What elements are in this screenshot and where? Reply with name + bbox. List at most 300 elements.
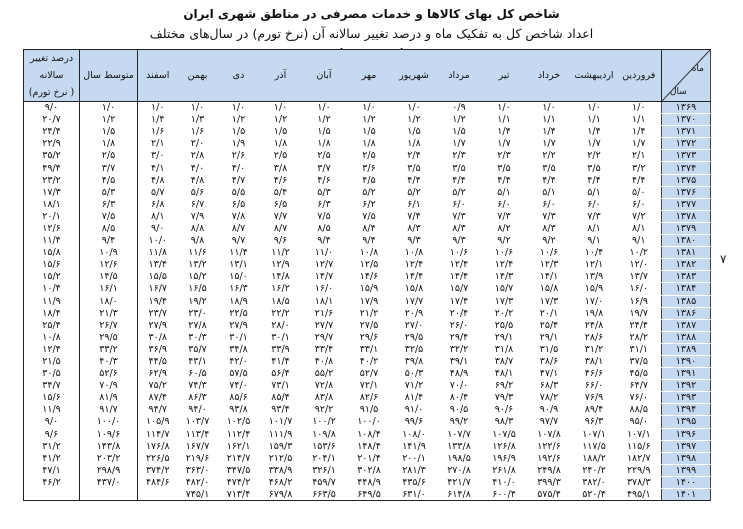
month-value-cell: ۴/۸ xyxy=(190,174,205,186)
month-value-cell: ۵/۲ xyxy=(452,186,466,198)
month-value-cell: ۱/۵ xyxy=(452,126,466,138)
month-value-cell: ۴/۵ xyxy=(362,174,376,186)
year-cell: ۱۳۷۸ xyxy=(662,210,711,222)
annual-change-cell: ۴۷/۱ xyxy=(24,464,80,476)
month-value-cell: ۸/۱ xyxy=(151,210,165,222)
month-value-cell: ۲۹/۶ xyxy=(359,331,379,343)
month-value-cell: ۳۰/۸ xyxy=(148,331,167,343)
month-value-cell: ۱۳/۲ xyxy=(188,259,207,271)
month-value-cell: ۳۸/۱ xyxy=(584,356,604,368)
table-row xyxy=(24,464,711,476)
month-value-cell: ۱/۲ xyxy=(273,114,288,126)
month-value-cell: ۱۳/۴ xyxy=(148,259,167,271)
month-value-cell: ۲۹/۵ xyxy=(404,331,424,343)
annual-change-cell: ۲۲/۹ xyxy=(24,138,80,150)
header-month: تیر xyxy=(482,50,527,102)
month-value-cell: ۲۰۴/۱ xyxy=(312,452,336,464)
year-cell: ۱۳۷۵ xyxy=(662,174,711,186)
month-value-cell: ۱۴/۳ xyxy=(494,271,514,283)
month-value-cell: ۱۴/۶ xyxy=(359,271,379,283)
month-value-cell: ۱۷/۹ xyxy=(359,295,379,307)
table-row xyxy=(24,355,711,367)
month-value-cell: ۱۰۷/۵ xyxy=(492,428,516,440)
month-value-cell: ۴۶/۶ xyxy=(584,368,604,380)
month-value-cell: ۶/۰ xyxy=(632,198,646,210)
month-value-cell: ۱/۲ xyxy=(317,114,331,126)
year-cell: ۱۳۸۸ xyxy=(662,331,711,343)
month-value-cell: ۶/۷ xyxy=(190,198,205,210)
annual-average-cell: ۳/۷ xyxy=(80,162,138,174)
month-value-cell: ۴/۷ xyxy=(231,174,246,186)
month-value-cell: ۲۷/۷ xyxy=(314,319,334,331)
annual-average-cell: ۷/۵ xyxy=(80,210,138,222)
month-value-cell: ۱/۴ xyxy=(542,126,556,138)
month-value-cell: ۱/۲ xyxy=(452,114,466,126)
month-value-cell: ۲۲/۵ xyxy=(229,307,248,319)
month-value-cell: ۱۴/۴ xyxy=(404,271,424,283)
month-value-cell: ۲۰/۴ xyxy=(449,307,469,319)
month-value-cell: ۴۸/۱ xyxy=(494,368,514,380)
month-value-cell: ۴/۴ xyxy=(587,174,601,186)
month-value-cell: ۴۰/۸ xyxy=(314,356,334,368)
month-value-cell: ۴۱۰/۰ xyxy=(492,476,516,488)
month-value-cell: ۱/۲ xyxy=(362,114,376,126)
month-value-cell: ۷/۵ xyxy=(362,210,376,222)
month-value-cell: ۳۰/۳ xyxy=(188,331,207,343)
month-value-cell: ۵/۲ xyxy=(407,186,421,198)
month-value-cell: ۱/۸ xyxy=(407,138,421,150)
year-cell: ۱۳۸۵ xyxy=(662,295,711,307)
month-value-cell: ۱۲/۳ xyxy=(539,259,559,271)
month-value-cell: ۱/۴ xyxy=(632,126,646,138)
month-value-cell: ۳/۵ xyxy=(452,162,466,174)
month-value-cell: ۷۵/۲ xyxy=(148,380,167,392)
annual-average-cell: ۹۱/۷ xyxy=(80,404,138,416)
table-row xyxy=(24,476,711,488)
month-value-cell: ۱۱/۰ xyxy=(314,247,334,259)
month-value-cell: ۱۶۷/۷ xyxy=(185,440,210,452)
month-value-cell: ۲۸/۶ xyxy=(584,331,604,343)
month-value-cell: ۱۲/۹ xyxy=(271,259,290,271)
month-value-cell: ۱۴/۱ xyxy=(539,271,559,283)
month-value-cell: ۱/۲ xyxy=(407,114,421,126)
month-value-cell: ۹۸/۳ xyxy=(494,416,514,428)
month-value-cell: ۸۷/۴ xyxy=(148,392,167,404)
month-value-cell: ۱/۴ xyxy=(497,126,511,138)
month-value-cell: ۹/۴ xyxy=(362,235,376,247)
month-value-cell: ۳۱/۸ xyxy=(494,343,514,355)
month-value-cell: ۱۲/۵ xyxy=(359,259,379,271)
header-annual-average: متوسط سال xyxy=(80,50,138,102)
header-row xyxy=(24,50,711,102)
month-value-cell: ۳۳/۱ xyxy=(359,343,379,355)
month-value-cell: ۲۲/۲ xyxy=(271,307,290,319)
month-value-cell: ۶۱۴/۸ xyxy=(437,489,482,501)
month-value-cell: ۱۹۲/۶ xyxy=(537,452,561,464)
month-value-cell: ۱۷/۷ xyxy=(404,295,424,307)
year-cell: ۱۳۹۶ xyxy=(662,428,711,440)
month-value-cell: ۳۸۲/۰ xyxy=(582,476,606,488)
month-value-cell: ۶/۲ xyxy=(362,198,376,210)
month-value-cell: ۱۰۷/۱ xyxy=(582,428,606,440)
month-value-cell: ۶۲/۹ xyxy=(148,368,167,380)
month-value-cell: ۶/۰ xyxy=(587,198,601,210)
month-value-cell: ۲۰/۲ xyxy=(494,307,514,319)
header-month: اسفند xyxy=(138,50,178,102)
month-value-cell: ۷۲/۸ xyxy=(314,380,334,392)
month-value-cell: ۳/۸ xyxy=(273,162,288,174)
month-value-cell: ۱۷/۰ xyxy=(584,295,604,307)
annual-change-cell: ۹/۶ xyxy=(24,428,80,440)
month-value-cell: ۳۳۸/۹ xyxy=(268,464,293,476)
month-value-cell: ۷/۲ xyxy=(632,210,646,222)
month-value-cell: ۳۲/۲ xyxy=(449,343,469,355)
month-value-cell: ۸/۳ xyxy=(407,222,421,234)
month-value-cell: ۷۴/۰ xyxy=(229,380,248,392)
year-cell: ۱۴۰۰ xyxy=(662,476,711,488)
month-value-cell: ۱۵/۵ xyxy=(148,271,167,283)
year-cell: ۱۳۸۷ xyxy=(662,319,711,331)
month-value-cell: ۱/۰ xyxy=(190,102,205,114)
table-row xyxy=(24,138,711,150)
year-cell: ۱۳۹۸ xyxy=(662,452,711,464)
month-value-cell: ۵۷۵/۴ xyxy=(527,489,572,501)
table-row xyxy=(24,295,711,307)
month-value-cell: ۴۱/۴ xyxy=(271,356,290,368)
month-value-cell: ۱۹۸/۵ xyxy=(447,452,471,464)
month-value-cell: ۹/۷ xyxy=(231,235,246,247)
month-value-cell: ۹۴/۰ xyxy=(188,404,207,416)
month-value-cell: ۸۲/۶ xyxy=(359,392,379,404)
month-value-cell: ۲۹/۱ xyxy=(494,331,514,343)
header-change-line2: سالانه xyxy=(39,70,64,81)
month-value-cell: ۳/۵ xyxy=(407,162,421,174)
month-value-cell: ۱۵/۹ xyxy=(584,283,604,295)
table-row xyxy=(24,319,711,331)
month-value-cell: ۹۹/۶ xyxy=(404,416,424,428)
month-value-cell: ۳۷/۵ xyxy=(629,356,648,368)
month-value-cell: ۱۰۷/۱ xyxy=(626,428,651,440)
month-value-cell: ۵۲۰/۴ xyxy=(572,489,617,501)
month-value-cell: ۱/۸ xyxy=(317,138,331,150)
month-value-cell: ۳/۷ xyxy=(317,162,331,174)
month-value-cell: ۵/۱ xyxy=(587,186,601,198)
month-value-cell: ۴/۴ xyxy=(407,174,421,186)
table-row xyxy=(24,162,711,174)
annual-average-cell: ۱/۲ xyxy=(80,114,138,126)
table-row xyxy=(24,368,711,380)
month-value-cell: ۳/۵ xyxy=(497,162,511,174)
month-value-cell: ۱۷۶/۸ xyxy=(145,440,170,452)
year-cell: ۱۳۸۶ xyxy=(662,307,711,319)
month-value-cell: ۲۸/۰ xyxy=(271,319,290,331)
month-value-cell: ۱۹/۴ xyxy=(148,295,167,307)
month-value-cell: ۳/۵ xyxy=(542,162,556,174)
month-value-cell: ۴۸/۹ xyxy=(449,368,469,380)
annual-average-cell: ۸/۵ xyxy=(80,222,138,234)
month-value-cell: ۱۵۳/۶ xyxy=(312,440,336,452)
month-value-cell: ۹۲/۲ xyxy=(314,404,334,416)
annual-average-cell: ۱۶/۱ xyxy=(80,283,138,295)
annual-change-cell: ۱۵/۲ xyxy=(24,271,80,283)
month-value-cell: ۸۰/۴ xyxy=(449,392,469,404)
month-value-cell: ۱۱/۴ xyxy=(229,247,248,259)
table-row xyxy=(24,235,711,247)
month-value-cell: ۲/۶ xyxy=(231,150,246,162)
month-value-cell: ۳۰۲/۸ xyxy=(357,464,381,476)
annual-change-cell: ۲۵/۴ xyxy=(24,319,80,331)
month-value-cell: ۷۸/۲ xyxy=(539,392,559,404)
month-value-cell: ۴/۶ xyxy=(273,174,288,186)
month-value-cell: ۱۰۸/۴ xyxy=(357,428,381,440)
month-value-cell: ۴/۴ xyxy=(452,174,466,186)
month-value-cell: ۱۰۹/۸ xyxy=(312,428,336,440)
month-value-cell: ۲۶/۰ xyxy=(449,319,469,331)
month-value-cell: ۱۰/۰ xyxy=(148,235,167,247)
month-value-cell: ۵/۶ xyxy=(190,186,205,198)
month-value-cell: ۴۵۹/۷ xyxy=(312,476,336,488)
month-value-cell: ۱۰۰/۲ xyxy=(312,416,336,428)
month-value-cell: ۲۷/۹ xyxy=(229,319,248,331)
month-value-cell: ۱/۸ xyxy=(362,138,376,150)
month-value-cell: ۴/۴ xyxy=(542,174,556,186)
month-value-cell: ۴/۰ xyxy=(231,162,246,174)
month-value-cell: ۲۹/۷ xyxy=(314,331,334,343)
annual-average-cell: ۱۰۹/۶ xyxy=(80,428,138,440)
month-value-cell: ۶/۱ xyxy=(407,198,421,210)
month-value-cell: ۴۴۸/۹ xyxy=(357,476,381,488)
title-subtitle: اعداد شاخص کل به تفکیک ماه و درصد تغییر سالانه آن (نرخ تورم) در سال‌های مختلف xyxy=(149,26,594,41)
month-value-cell: ۱۸۲/۷ xyxy=(626,452,651,464)
month-value-cell: ۶/۰ xyxy=(542,198,556,210)
annual-average-cell: ۶/۳ xyxy=(80,198,138,210)
month-value-cell: ۳/۵ xyxy=(587,162,601,174)
month-value-cell: ۸۵/۴ xyxy=(271,392,290,404)
year-cell: ۱۳۸۴ xyxy=(662,283,711,295)
annual-average-cell: ۳۳/۲ xyxy=(80,343,138,355)
month-value-cell: ۶/۸ xyxy=(151,198,165,210)
month-value-cell: ۹۰/۵ xyxy=(449,404,469,416)
month-value-cell: ۸/۷ xyxy=(231,222,246,234)
month-value-cell: ۱۳/۱ xyxy=(229,259,248,271)
month-value-cell: ۱۹/۲ xyxy=(188,295,207,307)
month-value-cell: ۱۱۷/۵ xyxy=(582,440,606,452)
year-cell: ۱۳۶۹ xyxy=(662,102,711,114)
month-value-cell: ۰/۹ xyxy=(452,102,466,114)
month-value-cell: ۶/۰ xyxy=(497,198,511,210)
annual-change-cell: ۴۱/۲ xyxy=(24,452,80,464)
month-value-cell: ۱۱/۸ xyxy=(148,247,167,259)
month-value-cell: ۹۳/۸ xyxy=(229,404,248,416)
month-value-cell: ۲۰/۱ xyxy=(539,307,559,319)
month-value-cell: ۲۱۹/۶ xyxy=(185,452,210,464)
month-value-cell: ۱۰۱/۷ xyxy=(268,416,293,428)
year-cell: ۱۳۹۷ xyxy=(662,440,711,452)
month-value-cell: ۱۳/۷ xyxy=(629,271,648,283)
month-value-cell: ۵/۷ xyxy=(151,186,165,198)
month-value-cell: ۹/۸ xyxy=(190,235,205,247)
table-row xyxy=(24,259,711,271)
month-value-cell: ۶۴/۷ xyxy=(629,380,648,392)
month-value-cell: ۷۰/۰ xyxy=(449,380,469,392)
month-value-cell: ۱۹/۸ xyxy=(584,307,604,319)
month-value-cell: ۱۱۴/۷ xyxy=(145,428,170,440)
table-row xyxy=(24,186,711,198)
month-value-cell: ۷۱/۲ xyxy=(404,380,424,392)
month-value-cell: ۲۴/۸ xyxy=(584,319,604,331)
annual-average-cell: ۴/۵ xyxy=(80,174,138,186)
year-cell: ۱۳۹۰ xyxy=(662,355,711,367)
month-value-cell: ۱/۴ xyxy=(151,114,165,126)
table-row xyxy=(24,114,711,126)
month-value-cell: ۱۹۶/۹ xyxy=(492,452,516,464)
month-value-cell: ۲۲۹/۹ xyxy=(626,464,651,476)
month-value-cell: ۱۶/۰ xyxy=(629,283,648,295)
month-value-cell: ۱۲۶/۸ xyxy=(492,440,516,452)
month-value-cell: ۱۴/۸ xyxy=(271,271,290,283)
annual-change-cell: ۱۸/۱ xyxy=(24,198,80,210)
annual-change-cell: ۲۱/۵ xyxy=(24,355,80,367)
table-row xyxy=(24,452,711,464)
year-cell: ۱۴۰۱ xyxy=(662,489,711,501)
table-row xyxy=(24,222,711,234)
month-value-cell: ۱۰/۶ xyxy=(539,247,559,259)
month-value-cell: ۱۲/۷ xyxy=(314,259,334,271)
annual-change-cell: ۱۰/۴ xyxy=(24,283,80,295)
month-value-cell: ۱۶/۷ xyxy=(148,283,167,295)
month-value-cell: ۸۳/۸ xyxy=(314,392,334,404)
month-value-cell: ۶/۳ xyxy=(317,198,331,210)
month-value-cell: ۱۰۰/۰ xyxy=(357,416,381,428)
month-value-cell: ۴۹۵/۱ xyxy=(617,489,662,501)
annual-change-cell: ۹/۰ xyxy=(24,416,80,428)
month-value-cell: ۱/۲ xyxy=(231,114,246,126)
month-value-cell: ۹۴/۷ xyxy=(148,404,167,416)
month-value-cell: ۷۶/۰ xyxy=(629,392,648,404)
month-value-cell: ۱۸/۵ xyxy=(271,295,290,307)
annual-change-cell: ۱۱/۴ xyxy=(24,235,80,247)
month-value-cell: ۱/۴ xyxy=(587,126,601,138)
annual-change-cell: ۲۴/۴ xyxy=(24,126,80,138)
month-value-cell: ۳۹/۸ xyxy=(404,356,424,368)
month-value-cell: ۳۹۹/۳ xyxy=(537,476,561,488)
month-value-cell: ۹/۶ xyxy=(273,235,288,247)
month-value-cell: ۴۷۴/۲ xyxy=(226,476,251,488)
month-value-cell: ۱/۷ xyxy=(452,138,466,150)
table-row xyxy=(24,331,711,343)
month-value-cell: ۱/۰ xyxy=(151,102,165,114)
month-value-cell: ۲۸۱/۳ xyxy=(402,464,426,476)
month-value-cell: ۲/۲ xyxy=(542,150,556,162)
month-value-cell: ۳/۲ xyxy=(632,162,646,174)
month-value-cell: ۱۶/۰ xyxy=(314,283,334,295)
month-value-cell: ۱۵/۷ xyxy=(449,283,469,295)
month-value-cell: ۶/۵ xyxy=(231,198,246,210)
month-value-cell: ۵/۵ xyxy=(231,186,246,198)
month-value-cell: ۳۶۳/۰ xyxy=(185,464,210,476)
month-value-cell: ۹۹/۲ xyxy=(449,416,469,428)
month-value-cell: ۲/۳ xyxy=(497,150,511,162)
month-value-cell: ۲/۲ xyxy=(587,150,601,162)
month-value-cell: ۵/۰ xyxy=(632,186,646,198)
table-row xyxy=(24,283,711,295)
header-month: آذر xyxy=(260,50,302,102)
month-value-cell: ۱۶/۹ xyxy=(629,295,648,307)
header-month: دی xyxy=(218,50,260,102)
month-value-cell: ۴/۰ xyxy=(190,162,205,174)
year-cell: ۱۳۸۹ xyxy=(662,343,711,355)
month-value-cell: ۱/۶ xyxy=(151,126,165,138)
annual-average-cell: ۲۰۳/۲ xyxy=(80,452,138,464)
month-value-cell: ۵/۲ xyxy=(362,186,376,198)
month-value-cell: ۱۹/۷ xyxy=(629,307,648,319)
month-value-cell: ۲۱/۲ xyxy=(359,307,379,319)
month-value-cell: ۷/۳ xyxy=(542,210,556,222)
annual-change-cell: ۳۴/۷ xyxy=(24,380,80,392)
month-value-cell: ۸/۴ xyxy=(362,222,376,234)
table-row xyxy=(24,307,711,319)
month-value-cell: ۱۲/۱ xyxy=(584,259,604,271)
year-cell: ۱۳۹۹ xyxy=(662,464,711,476)
month-value-cell: ۸۸/۵ xyxy=(629,404,648,416)
header-change-line1: درصد تغییر xyxy=(29,53,74,64)
annual-change-cell: ۱۷/۳ xyxy=(24,186,80,198)
month-value-cell: ۲۴۹/۸ xyxy=(537,464,561,476)
month-value-cell: ۳۷۴/۲ xyxy=(145,464,170,476)
header-month: مرداد xyxy=(437,50,482,102)
table-row xyxy=(24,440,711,452)
month-value-cell: ۱۵/۹ xyxy=(359,283,379,295)
month-value-cell: ۸۵/۶ xyxy=(229,392,248,404)
month-value-cell: ۱/۰ xyxy=(497,102,511,114)
year-cell: ۱۳۹۱ xyxy=(662,368,711,380)
annual-average-cell: ۹/۴ xyxy=(80,235,138,247)
month-value-cell: ۱۰/۴ xyxy=(584,247,604,259)
month-value-cell: ۱۸۸/۲ xyxy=(582,452,606,464)
month-value-cell: ۳۹/۱ xyxy=(449,356,469,368)
table-row xyxy=(24,210,711,222)
month-value-cell: ۲۲۶/۵ xyxy=(145,452,170,464)
month-value-cell: ۳۰/۱ xyxy=(271,331,290,343)
header-month: خرداد xyxy=(527,50,572,102)
month-value-cell: ۱/۵ xyxy=(231,126,246,138)
month-value-cell: ۱۰۷/۸ xyxy=(537,428,561,440)
annual-average-cell: ۱/۰ xyxy=(80,102,138,114)
header-change-line3: ( نرخ تورم) xyxy=(28,87,75,98)
month-value-cell: ۹/۲ xyxy=(542,235,556,247)
month-value-cell: ۱۱/۶ xyxy=(188,247,207,259)
month-value-cell: ۳۱/۲ xyxy=(584,343,604,355)
month-value-cell: ۷/۷ xyxy=(273,210,288,222)
month-value-cell: ۳۶/۹ xyxy=(148,343,167,355)
month-value-cell: ۱/۳ xyxy=(190,114,205,126)
month-value-cell: ۷۴/۳ xyxy=(188,380,207,392)
month-value-cell: ۲۷/۹ xyxy=(148,319,167,331)
table-row xyxy=(24,198,711,210)
header-month: فروردین xyxy=(617,50,662,102)
month-value-cell: ۱۳۳/۸ xyxy=(447,440,471,452)
annual-change-cell: ۱۱/۹ xyxy=(24,404,80,416)
month-value-cell: ۱۴۱/۹ xyxy=(402,440,426,452)
annual-change-cell: ۱۱/۹ xyxy=(24,295,80,307)
month-value-cell: ۳۸/۶ xyxy=(539,356,559,368)
table-row xyxy=(24,174,711,186)
month-value-cell: ۳۳/۹ xyxy=(271,343,290,355)
month-value-cell: ۷/۳ xyxy=(452,210,466,222)
month-value-cell: ۱۲/۰ xyxy=(629,259,648,271)
month-value-cell: ۴۵/۵ xyxy=(629,368,648,380)
month-value-cell: ۲۷/۵ xyxy=(359,319,379,331)
